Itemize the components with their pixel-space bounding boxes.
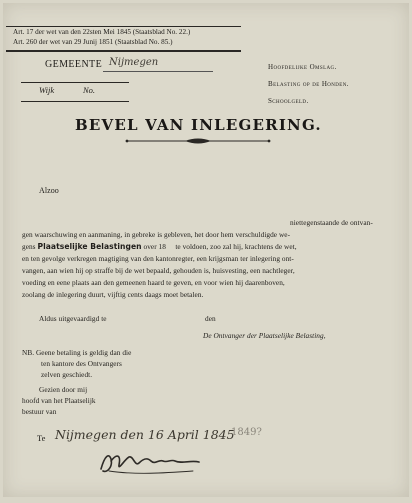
note-line-3: zelven geschiedt.	[41, 370, 93, 379]
document-title: BEVEL VAN INLEGERING.	[75, 116, 322, 134]
body-line-4: vangen, aan wien hij op straffe bij de wet bepaald, gehouden is, huisvesting, een nachtleger,	[22, 266, 295, 275]
document-sheet	[3, 3, 409, 497]
issued-at-label: Aldus uitgevaardigd te	[39, 314, 107, 323]
body-line-3: en ten gevolge verkregen magtiging van den kantonregter, een krijgsman ter inlegering ont-	[22, 254, 294, 263]
municipality-handwritten: Nijmegen	[109, 57, 159, 68]
seen-line-2: hoofd van het Plaatselijk	[22, 396, 96, 405]
tax-type-hoofdelijke-omslag: Hoofdelijke Omslag.	[268, 63, 337, 71]
municipality-label: GEMEENTE	[45, 59, 103, 70]
district-box	[21, 82, 129, 102]
place-date-handwritten: Nijmegen den 16 April 1845	[55, 427, 235, 442]
header-top-rule	[6, 26, 241, 27]
seen-line-3: bestuur van	[22, 407, 57, 416]
body-line-6: zoolang de inlegering duurt, vijftig cents daags moet betalen.	[22, 290, 204, 299]
municipality-underline	[103, 71, 213, 72]
body-line-2-post: over 18 te voldoen, zoo zal hij, krachtens de wet,	[143, 242, 297, 251]
place-te-label: Te	[37, 433, 46, 443]
body-line-2	[22, 242, 297, 251]
note-line-2: ten kantore des Ontvangers	[41, 359, 122, 368]
issued-date-label: den	[205, 314, 216, 323]
body-line-1: gen waarschuwing en aanmaning, in gebreke is gebleven, het door hem verschuldigde we-	[22, 230, 291, 239]
body-line-2-bold: Plaatselijke Belastingen	[37, 242, 142, 251]
body-notwithstanding: niettegenstaande de ontvan-	[290, 218, 373, 227]
district-number-label: No.	[83, 85, 96, 95]
district-wijk-label: Wijk	[39, 85, 55, 95]
tax-type-hondenbelasting: Belasting op de Honden.	[268, 80, 349, 88]
pencil-year-note: 1849?	[231, 427, 262, 438]
legal-reference-1: Art. 17 der wet van den 22sten Mei 1845 (Staatsblad No. 22.)	[13, 28, 191, 36]
body-line-2-pre: gens	[22, 242, 36, 251]
tax-type-schoolgeld: Schoolgeld.	[268, 97, 309, 105]
header-bottom-rule	[6, 50, 241, 52]
note-line-1: NB. Geene betaling is geldig dan die	[22, 348, 132, 357]
seen-line-1: Gezien door mij	[39, 385, 88, 394]
signature	[95, 449, 205, 477]
title-ornament	[123, 137, 273, 145]
body-line-5: voeding en eene plaats aan den gemeenen haard te geven, en voor wien hij daarenboven,	[22, 278, 285, 287]
receiver-signature-line: De Ontvanger der Plaatselijke Belasting,	[203, 331, 326, 340]
legal-reference-2: Art. 260 der wet van 29 Junij 1851 (Staatsblad No. 85.)	[13, 38, 173, 46]
body-alzoo: Alzoo	[39, 186, 59, 195]
